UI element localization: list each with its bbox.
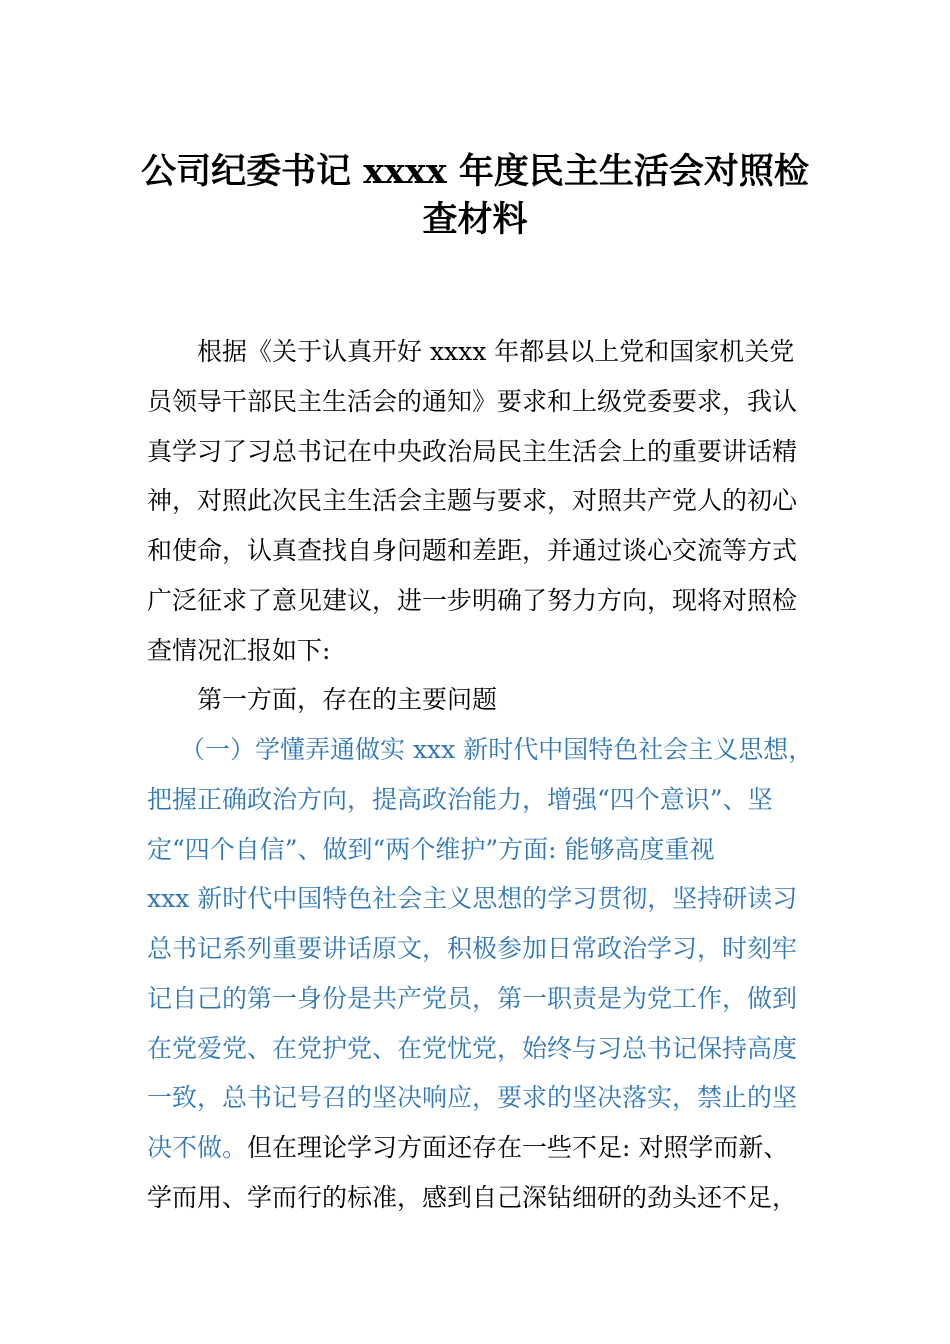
highlighted-line: 定“四个自信”、做到“两个维护”方面: 能够高度重视 — [147, 835, 715, 864]
paragraph-line: 学而用、学而行的标准，感到自己深钻细研的劲头还不足， — [147, 1183, 798, 1212]
highlighted-line: 在党爱党、在党护党、在党忧党，始终与习总书记保持高度 — [147, 1034, 798, 1063]
highlighted-line: 一致，总书记号召的坚决响应，要求的坚决落实，禁止的坚 — [147, 1083, 798, 1112]
document-title-line-2: 查材料 — [422, 199, 528, 240]
highlighted-line: xxx 新时代中国特色社会主义思想的学习贯彻，坚持研读习 — [147, 884, 798, 913]
paragraph-line: 根据《关于认真开好 xxxx 年都县以上党和国家机关党 — [197, 337, 795, 366]
document-title-line-1: 公司纪委书记 xxxx 年度民主生活会对照检 — [141, 151, 809, 192]
paragraph-line: 广泛征求了意见建议，进一步明确了努力方向，现将对照检 — [147, 586, 798, 615]
paragraph-line: 员领导干部民主生活会的通知》要求和上级党委要求，我认 — [147, 387, 798, 416]
paragraph-line: 真学习了习总书记在中央政治局民主生活会上的重要讲话精 — [147, 437, 798, 466]
paragraph-line: 神，对照此次民主生活会主题与要求，对照共产党人的初心 — [147, 486, 798, 515]
highlighted-line: 记自己的第一身份是共产党员，第一职责是为党工作，做到 — [147, 984, 798, 1013]
highlighted-line: 把握正确政治方向，提高政治能力，增强“四个意识”、坚 — [147, 785, 773, 814]
paragraph-line: 和使命，认真查找自身问题和差距，并通过谈心交流等方式 — [147, 536, 798, 565]
mixed-line — [147, 1130, 788, 1166]
highlighted-line: 总书记系列重要讲话原文，积极参加日常政治学习，时刻牢 — [147, 934, 798, 963]
paragraph-line: 查情况汇报如下: — [147, 636, 331, 665]
subsection-heading-line: （一）学懂弄通做实 xxx 新时代中国特色社会主义思想， — [180, 735, 814, 764]
section-heading: 第一方面，存在的主要问题 — [197, 685, 498, 714]
highlighted-text: 决不做。 — [147, 1133, 248, 1162]
body-text: 但在理论学习方面还存在一些不足: 对照学而新、 — [247, 1133, 789, 1162]
